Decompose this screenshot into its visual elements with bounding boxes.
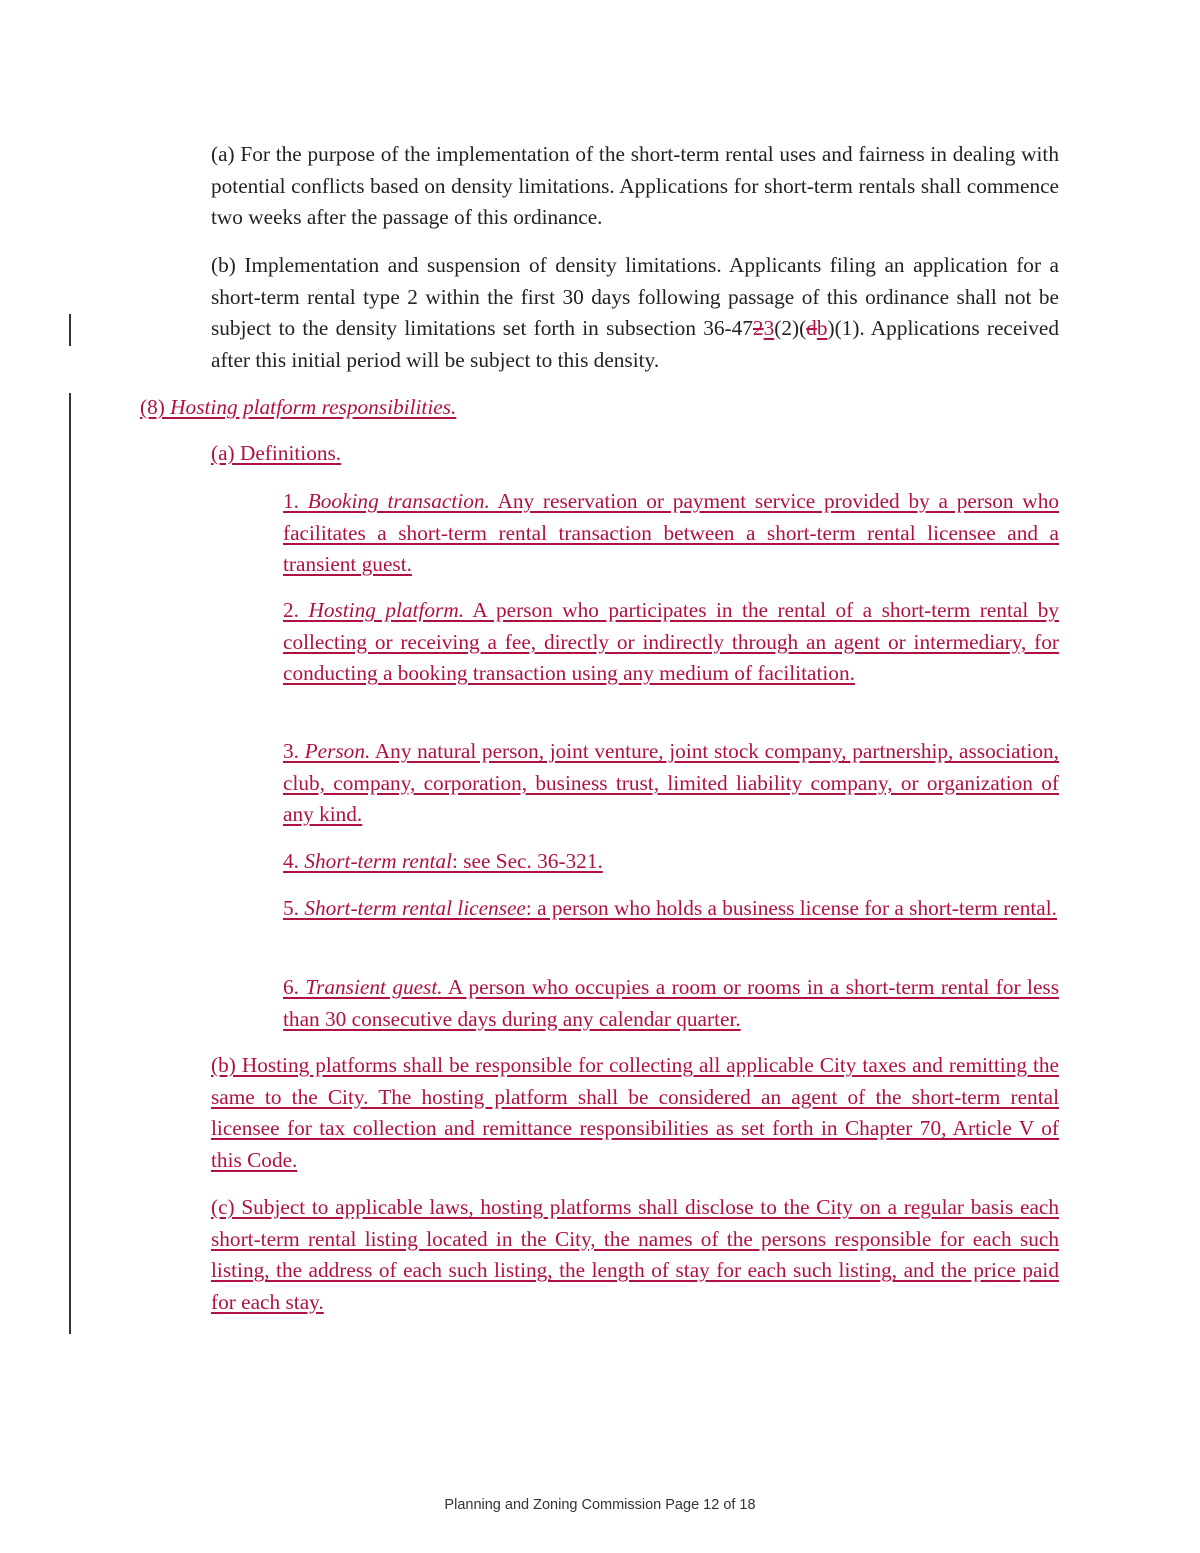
- deleted-text: 2: [752, 316, 764, 340]
- paragraph-8b: (b) Hosting platforms shall be responsible for collecting all applicable City taxes and remitting the same to the City. The hosting platform shall be considered an agent of the short-term rental licensee for tax collection and remittance responsibilities as set forth in Chapter 70, Article V of this Code.: [211, 1053, 1059, 1172]
- inserted-text: b: [816, 316, 828, 340]
- text: (b) Implementation and suspension of density limitations. Applicants filing an application for a short-term rental type 2 within the first 30 days following passage of this ordinance shall not be subject to the density limitations set forth in subsection 36-47: [211, 253, 1059, 340]
- section-title: Hosting platform responsibilities.: [170, 395, 457, 419]
- definition-item: 1. Booking transaction. Any reservation or payment service provided by a person who facilitates a short-term rental transaction between a short-term rental licensee and a transient guest.: [283, 489, 1059, 576]
- definition-item: 3. Person. Any natural person, joint venture, joint stock company, partnership, association, club, company, corporation, business trust, limited liability company, or organization of any kind.: [283, 739, 1060, 826]
- paragraph-b: [211, 250, 1059, 376]
- change-bar: [69, 393, 71, 1334]
- page-footer: Planning and Zoning Commission Page 12 of 18: [444, 1497, 756, 1513]
- definition-item: 4. Short-term rental: see Sec. 36-321.: [283, 849, 603, 873]
- change-bar: [69, 314, 71, 346]
- paragraph-8c: (c) Subject to applicable laws, hosting platforms shall disclose to the City on a regular basis each short-term rental listing located in the City, the names of the persons responsible for each such listing, the address of each such listing, the length of stay for each such listing, and the price paid for each stay.: [211, 1195, 1059, 1314]
- text: (2)(: [774, 316, 807, 340]
- definition-item: 2. Hosting platform. A person who participates in the rental of a short-term rental by collecting or receiving a fee, directly or indirectly through an agent or intermediary, for conducting a booking transaction using any medium of facilitation.: [283, 598, 1059, 685]
- inserted-text: 3: [763, 316, 775, 340]
- definition-item: 5. Short-term rental licensee: a person who holds a business license for a short-term rental.: [283, 896, 1057, 920]
- definitions-heading: [140, 438, 341, 470]
- definition-item: 6. Transient guest. A person who occupies a room or rooms in a short-term rental for less than 30 consecutive days during any calendar quarter.: [283, 975, 1059, 1031]
- text: )(1). Applications received after this initial period will be subject to this density.: [211, 316, 1059, 372]
- section-number: (8): [140, 395, 171, 419]
- paragraph-a: (a) For the purpose of the implementation of the short-term rental uses and fairness in dealing with potential conflicts based on density limitations. Applications for short-term rentals shall commence two weeks after the passage of this ordinance.: [211, 142, 1059, 229]
- definitions-label: (a) Definitions.: [211, 441, 342, 465]
- deleted-text: d: [806, 316, 817, 340]
- section-8-heading: [140, 392, 456, 424]
